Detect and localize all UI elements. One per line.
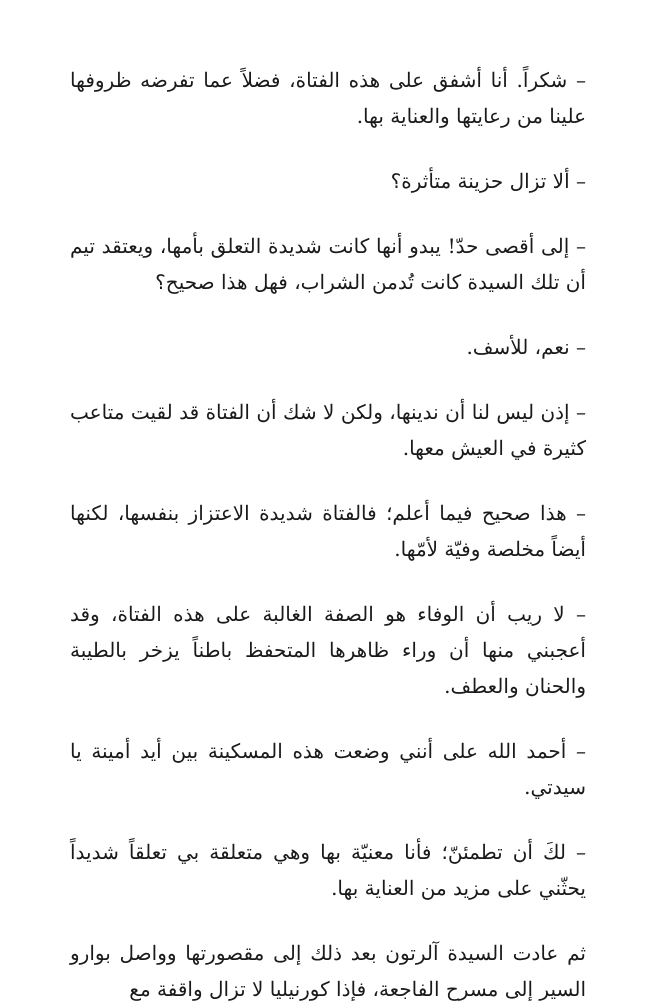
paragraph: – ألا تزال حزينة متأثرة؟ (390, 169, 586, 193)
document-page (70, 62, 586, 1007)
paragraph: – إذن ليس لنا أن ندينها، ولكن لا شك أن الفتاة قد لقيت متاعب كثيرة في العيش معها. (70, 400, 586, 460)
paragraph: ثم عادت السيدة آلرتون بعد ذلك إلى مقصورتها وواصل بوارو السير إلى مسرح الفاجعة، فإذا كورنيليا لا تزال واقفة مع (70, 941, 586, 1001)
paragraph: – شكراً. أنا أشفق على هذه الفتاة، فضلاً عما تفرضه ظروفها علينا من رعايتها والعناية بها. (70, 68, 586, 128)
paragraph: – هذا صحيح فيما أعلم؛ فالفتاة شديدة الاعتزاز بنفسها، لكنها أيضاً مخلصة وفيّة لأمّها. (70, 501, 586, 561)
paragraph: – نعم، للأسف. (466, 335, 586, 359)
paragraph: – لا ريب أن الوفاء هو الصفة الغالبة على هذه الفتاة، وقد أعجبني منها أن وراء ظاهرها المتحفظ باطناً يزخر بالطيبة والحنان والعطف. (70, 602, 586, 698)
paragraph: – أحمد الله على أنني وضعت هذه المسكينة بين أيد أمينة يا سيدتي. (70, 739, 586, 799)
paragraph: – إلى أقصى حدّ! يبدو أنها كانت شديدة التعلق بأمها، ويعتقد تيم أن تلك السيدة كانت تُدمن الشراب، فهل هذا صحيح؟ (70, 234, 586, 294)
paragraph: – لكَ أن تطمئنّ؛ فأنا معنيّة بها وهي متعلقة بي تعلقاً شديداً يحثّني على مزيد من العناية بها. (70, 840, 586, 900)
